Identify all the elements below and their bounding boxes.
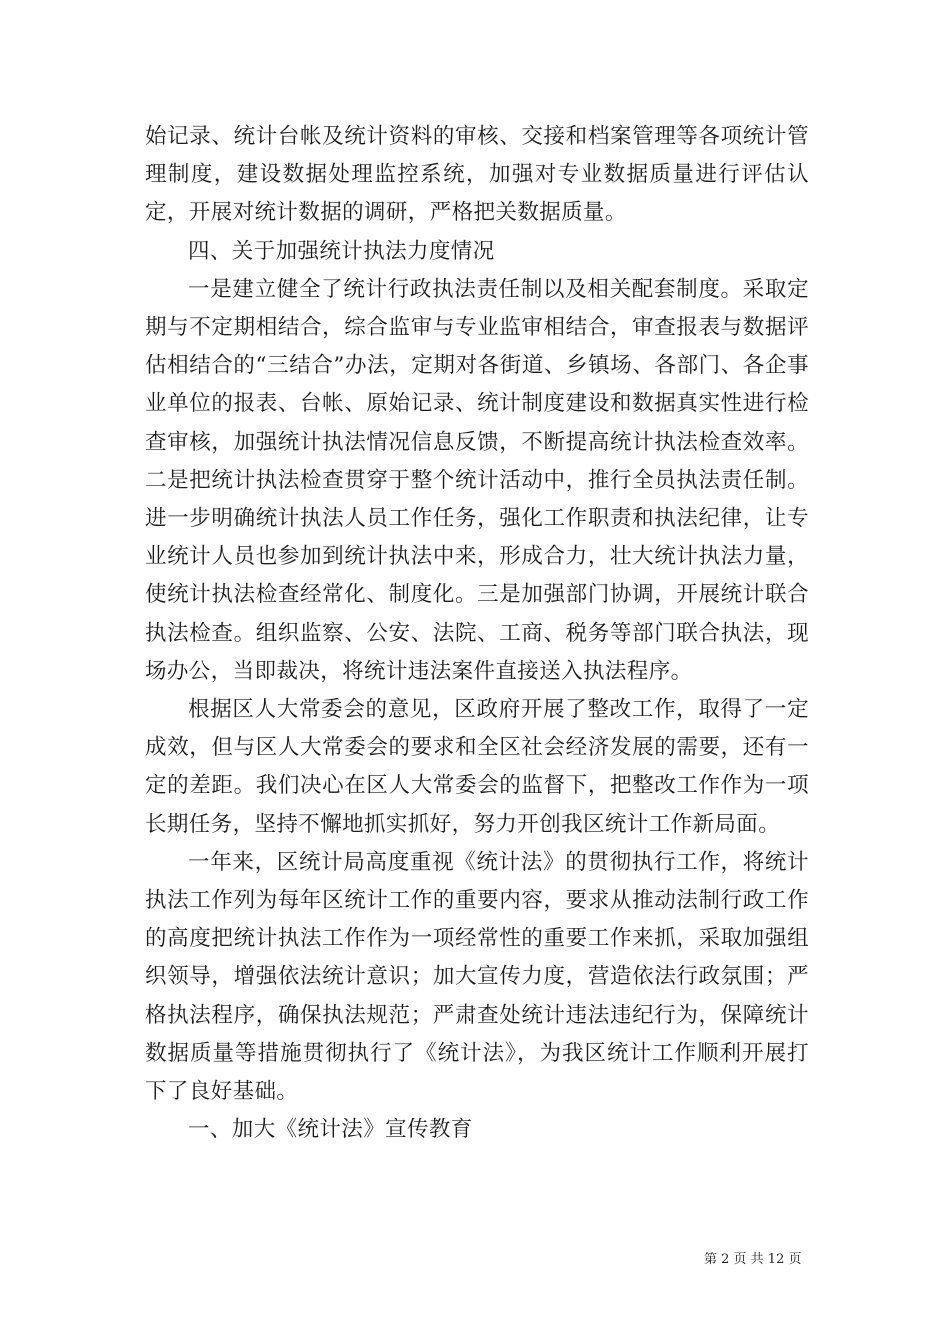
- page-number-footer: 第 2 页 共 12 页: [704, 1252, 802, 1267]
- paragraph-annual-summary: 一年来，区统计局高度重视《统计法》的贯彻执行工作，将统计执法工作列为每年区统计工作的重要内容，要求从推动法制行政工作的高度把统计执法工作作为一项经常性的重要工作来抓，采取加强组织领导，增强依法统计意识；加大宣传力度，营造依法行政氛围；严格执法程序，确保执法规范；严肃查处统计违法违纪行为，保障统计数据质量等措施贯彻执行了《统计法》，为我区统计工作顺利开展打下了良好基础。: [145, 849, 809, 1105]
- paragraph-rectification: 根据区人大常委会的意见，区政府开展了整改工作，取得了一定成效，但与区人大常委会的要求和全区社会经济发展的需要，还有一定的差距。我们决心在区人大常委会的监督下，把整改工作作为一项长期任务，坚持不懈地抓实抓好，努力开创我区统计工作新局面。: [145, 697, 809, 837]
- paragraph-enforcement: 一是建立健全了统计行政执法责任制以及相关配套制度。采取定期与不定期相结合，综合监审与专业监审相结合，审查报表与数据评估相结合的“三结合”办法，定期对各街道、乡镇场、各部门、各企事业单位的报表、台帐、原始记录、统计制度建设和数据真实性进行检查审核，加强统计执法情况信息反馈，不断提高统计执法检查效率。二是把统计执法检查贯穿于整个统计活动中，推行全员执法责任制。进一步明确统计执法人员工作任务，强化工作职责和执法纪律，让专业统计人员也参加到统计执法中来，形成合力，壮大统计执法力量，使统计执法检查经常化、制度化。三是加强部门协调，开展统计联合执法检查。组织监察、公安、法院、工商、税务等部门联合执法，现场办公，当即裁决，将统计违法案件直接送入执法程序。: [145, 276, 809, 684]
- document-body: [145, 118, 809, 1149]
- paragraph-continuation: 始记录、统计台帐及统计资料的审核、交接和档案管理等各项统计管理制度，建设数据处理监控系统，加强对专业数据质量进行评估认定，开展对统计数据的调研，严格把关数据质量。: [145, 124, 809, 226]
- section-heading-one: 一、加大《统计法》宣传教育: [188, 1117, 473, 1143]
- section-heading-four: 四、关于加强统计执法力度情况: [188, 238, 495, 264]
